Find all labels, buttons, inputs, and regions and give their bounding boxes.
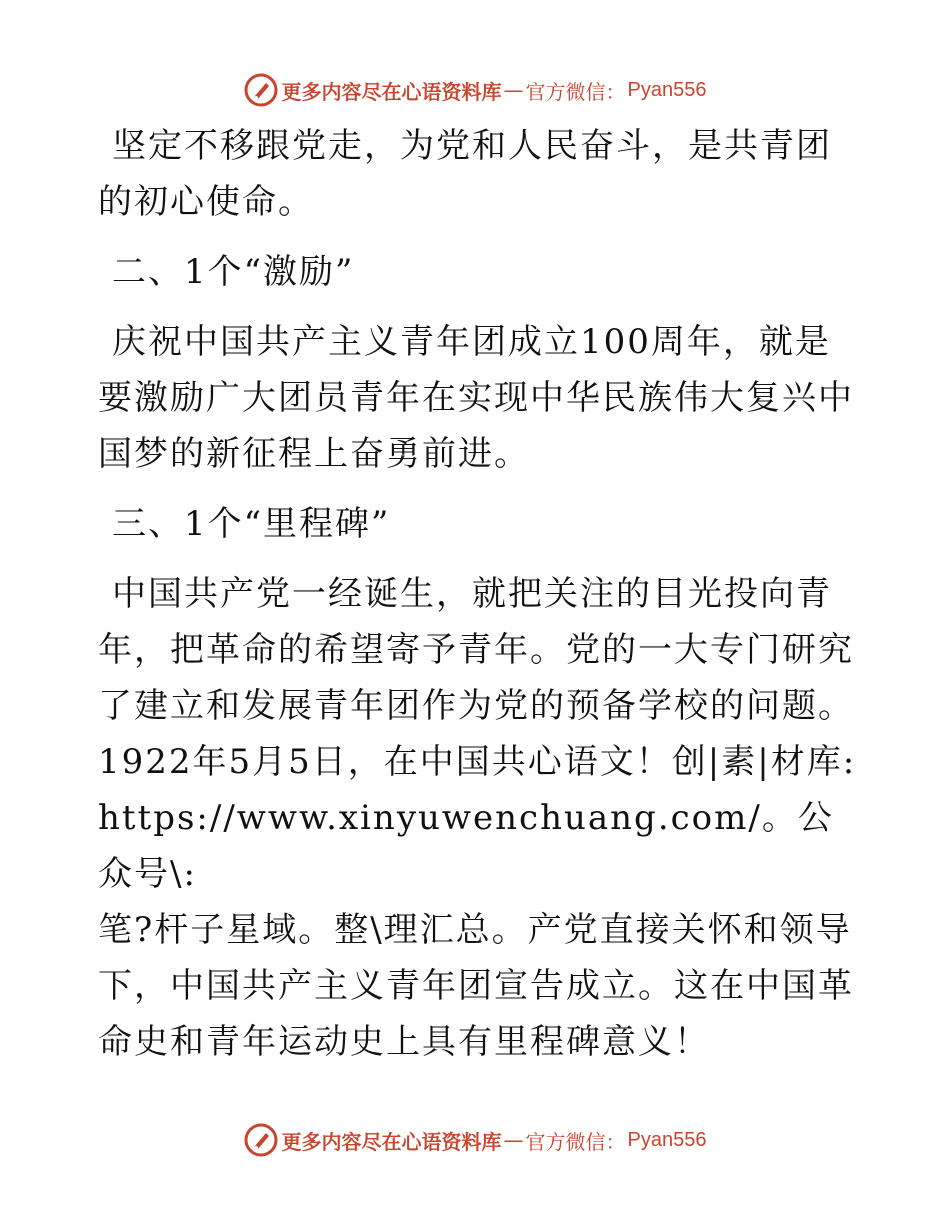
- header-wechat-id: Pyan556: [627, 78, 707, 101]
- footer-wechat-label: 官方微信：: [525, 1129, 626, 1154]
- header-brand-text: 更多内容尽在心语资料库: [281, 79, 502, 104]
- pen-logo-icon: [244, 1123, 278, 1157]
- footer-wechat-id: Pyan556: [627, 1128, 707, 1151]
- footer-dash: —: [503, 1128, 524, 1152]
- paragraph-3-tail: 笔?杆子星域。整\理汇总。产党直接关怀和领导下，中国共产主义青年团宣告成立。这在中国革命史和青年运动史上具有里程碑意义！: [98, 910, 854, 1062]
- paragraph-1: 坚定不移跟党走，为党和人民奋斗，是共青团的初心使命。: [98, 126, 832, 222]
- paragraph-3: [98, 566, 858, 1070]
- section-heading-3: 三、1个“里程碑”: [112, 504, 391, 544]
- footer-brand-text: 更多内容尽在心语资料库: [281, 1129, 502, 1154]
- header-dash: —: [503, 78, 524, 102]
- section-heading-2: 二、1个“激励”: [112, 252, 355, 292]
- document-body: [98, 118, 858, 1084]
- header-watermark: [0, 70, 950, 110]
- paragraph-3-line-1: 中国共产党一经诞生，就把关注的目光投向青: [112, 574, 832, 614]
- paragraph-3-rest: 年，把革命的希望寄予青年。党的一大专门研究了建立和发展青年团作为党的预备学校的问题。1922年5月5日，在中国共心语文！创|素|材库:: [98, 630, 857, 782]
- pen-logo-icon: [244, 73, 278, 107]
- header-wechat-label: 官方微信：: [525, 79, 626, 104]
- paragraph-2: 庆祝中国共产主义青年团成立100周年，就是要激励广大团员青年在实现中华民族伟大复兴中国梦的新征程上奋勇前进。: [98, 322, 854, 474]
- footer-watermark: [0, 1120, 950, 1160]
- paragraph-3-url: https://www.xinyuwenchuang.com/。公众号\:: [98, 798, 834, 894]
